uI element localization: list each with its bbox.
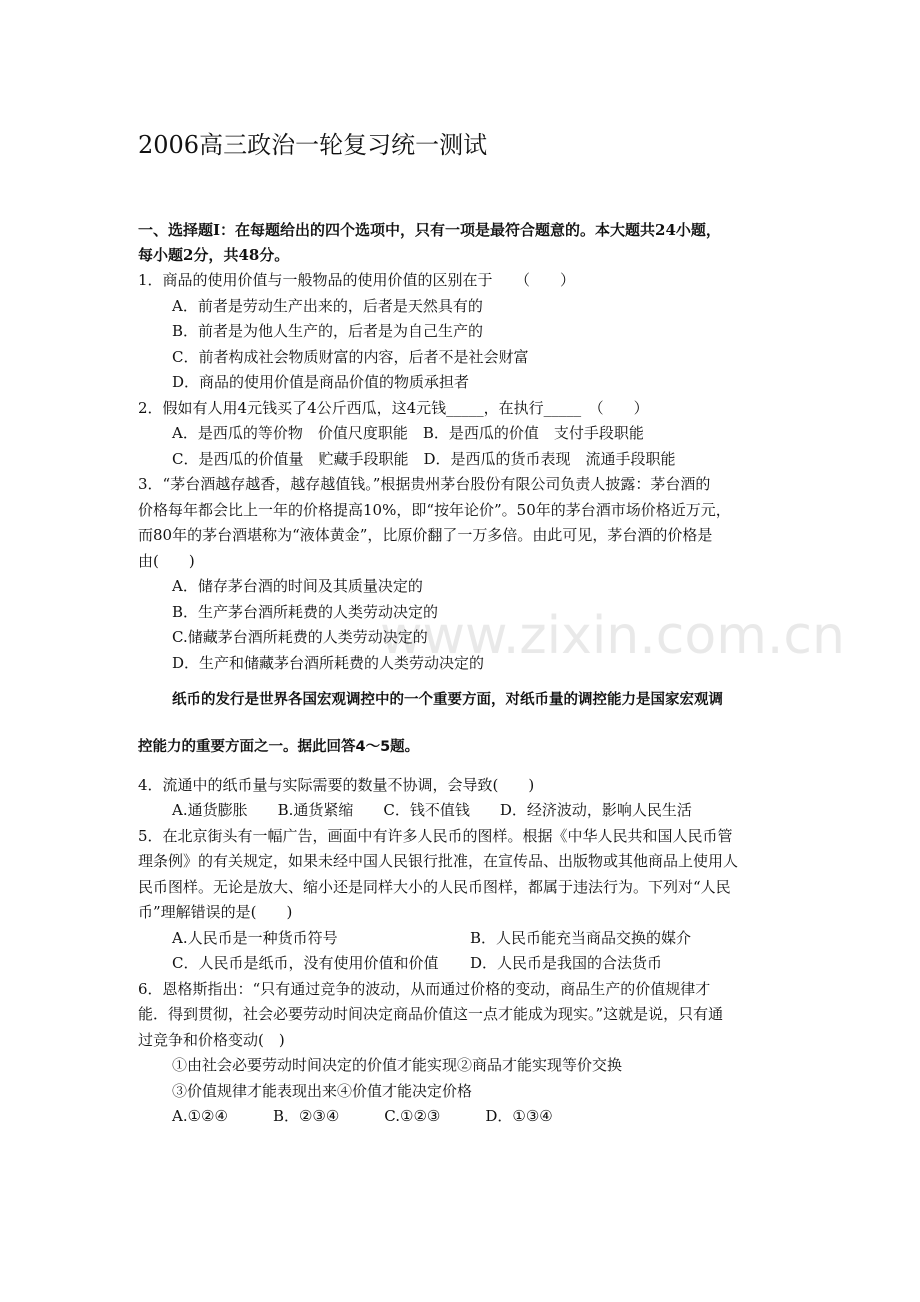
q3-stem-line-2: 价格每年都会比上一年的价格提高10%，即“按年论价”。50年的茅台酒市场价格近万元， bbox=[138, 501, 731, 519]
passage-line-1: 纸币的发行是世界各国宏观调控中的一个重要方面，对纸币量的调控能力是国家宏观调 bbox=[172, 692, 723, 708]
q5-option-c: C．人民币是纸币，没有使用价值和价值 bbox=[172, 954, 439, 972]
q1-option-a: A．前者是劳动生产出来的，后者是天然具有的 bbox=[172, 297, 483, 315]
q6-stem-line-3: 过竞争和价格变动( ) bbox=[138, 1031, 285, 1049]
q5-option-a: A.人民币是一种货币符号 bbox=[172, 929, 338, 947]
q6-item-2: ③价值规律才能表现出来④价值才能决定价格 bbox=[172, 1082, 473, 1100]
q3-option-d: D．生产和储藏茅台酒所耗费的人类劳动决定的 bbox=[172, 654, 485, 672]
q5-option-d: D．人民币是我国的合法货币 bbox=[470, 954, 663, 972]
q1-stem: 1．商品的使用价值与一般物品的使用价值的区别在于 （ ） bbox=[138, 271, 576, 289]
q6-item-1: ①由社会必要劳动时间决定的价值才能实现②商品才能实现等价交换 bbox=[172, 1056, 623, 1074]
q6-options: A.①②④ B．②③④ C.①②③ D．①③④ bbox=[172, 1107, 553, 1125]
q2-options-ab: A．是西瓜的等价物 价值尺度职能 B．是西瓜的价值 支付手段职能 bbox=[172, 424, 644, 442]
q5-stem-line-1: 5．在北京街头有一幅广告，画面中有许多人民币的图样。根据《中华人民共和国人民币管 bbox=[138, 827, 733, 845]
watermark: www.zixin.com.cn bbox=[380, 606, 845, 666]
q6-stem-line-1: 6．恩格斯指出：“只有通过竞争的波动，从而通过价格的变动，商品生产的价值规律才 bbox=[138, 980, 711, 998]
q3-stem-line-4: 由( ) bbox=[138, 552, 195, 570]
q1-option-d: D．商品的使用价值是商品价值的物质承担者 bbox=[172, 373, 470, 391]
q4-options: A.通货膨胀 B.通货紧缩 C．钱不值钱 D．经济波动，影响人民生活 bbox=[172, 801, 692, 819]
q6-stem-line-2: 能．得到贯彻，社会必要劳动时间决定商品价值这一点才能成为现实。”这就是说，只有通 bbox=[138, 1005, 724, 1023]
q2-options-cd: C．是西瓜的价值量 贮藏手段职能 D．是西瓜的货币表现 流通手段职能 bbox=[172, 450, 676, 468]
q5-stem-line-3: 民币图样。无论是放大、缩小还是同样大小的人民币图样，都属于违法行为。下列对“人民 bbox=[138, 878, 731, 896]
q3-option-c: C.储藏茅台酒所耗费的人类劳动决定的 bbox=[172, 628, 428, 646]
q5-stem-line-4: 币”理解错误的是( ) bbox=[138, 903, 293, 921]
q3-stem-line-3: 而80年的茅台酒堪称为“液体黄金”，比原价翻了一万多倍。由此可见，茅台酒的价格是 bbox=[138, 526, 713, 544]
q3-option-a: A．储存茅台酒的时间及其质量决定的 bbox=[172, 577, 423, 595]
q1-option-c: C．前者构成社会物质财富的内容，后者不是社会财富 bbox=[172, 348, 529, 366]
q3-option-b: B．生产茅台酒所耗费的人类劳动决定的 bbox=[172, 603, 439, 621]
q5-stem-line-2: 理条例》的有关规定，如果未经中国人民银行批准，在宣传品、出版物或其他商品上使用人 bbox=[138, 852, 739, 870]
q4-stem: 4．流通中的纸币量与实际需要的数量不协调，会导致( ) bbox=[138, 776, 535, 794]
q3-stem-line-1: 3．“茅台酒越存越香，越存越值钱。”根据贵州茅台股份有限公司负责人披露：茅台酒的 bbox=[138, 475, 711, 493]
q1-option-b: B．前者是为他人生产的，后者是为自己生产的 bbox=[172, 322, 484, 340]
q5-option-b: B．人民币能充当商品交换的媒介 bbox=[470, 929, 692, 947]
passage-line-2: 控能力的重要方面之一。据此回答4～5题。 bbox=[138, 739, 420, 755]
q2-stem: 2．假如有人用4元钱买了4公斤西瓜，这4元钱_____，在执行_____ （ ） bbox=[138, 399, 649, 417]
page-title: 2006高三政治一轮复习统一测试 bbox=[138, 131, 488, 159]
section-heading-line-2: 每小题2分，共48分。 bbox=[138, 246, 290, 264]
section-heading-line-1: 一、选择题Ⅰ：在每题给出的四个选项中，只有一项是最符合题意的。本大题共24小题， bbox=[138, 221, 721, 239]
